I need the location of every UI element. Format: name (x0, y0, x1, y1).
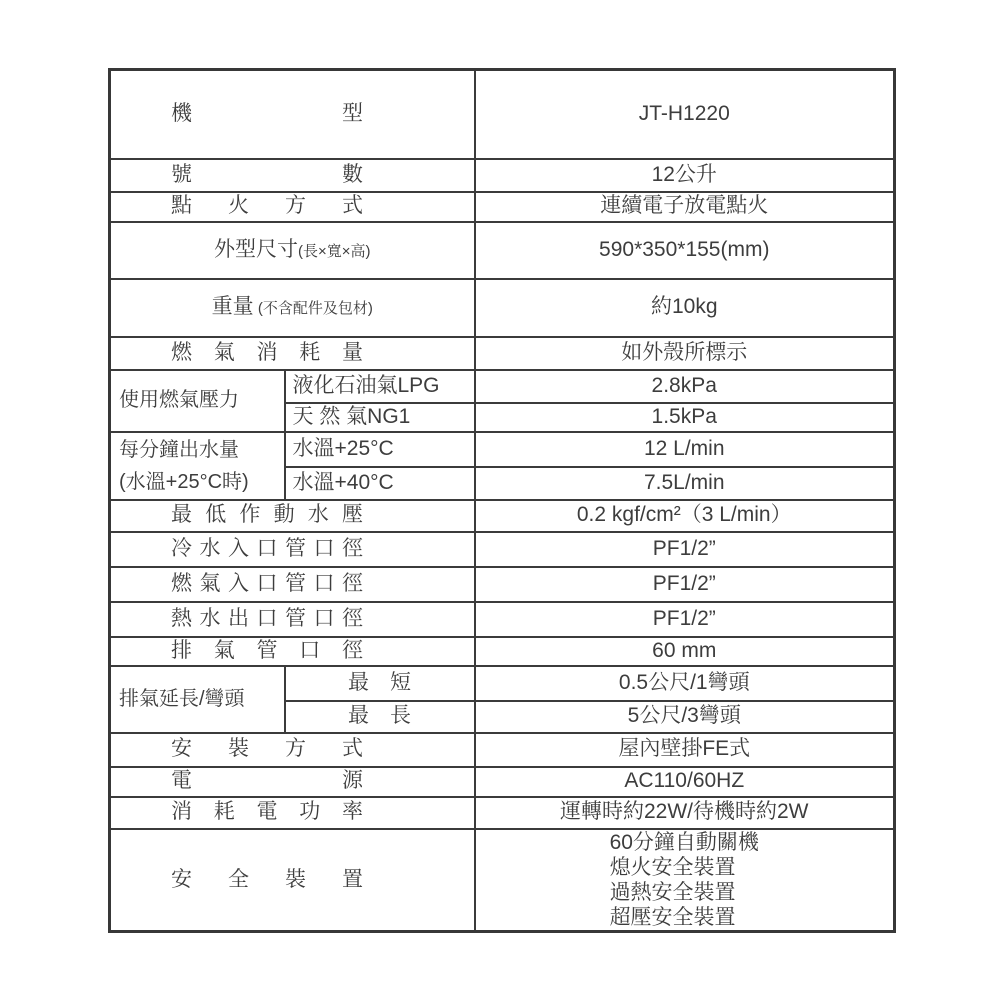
row-gas-consumption (110, 337, 895, 370)
weight-label-note: (不含配件及包材) (253, 300, 373, 318)
gas-consumption-value: 如外殼所標示 (475, 337, 895, 370)
ignition-value: 連續電子放電點火 (475, 192, 895, 222)
power-source-label-cell (110, 767, 475, 797)
power-source-label: 電 源 (171, 769, 363, 793)
installation-value: 屋內壁掛FE式 (475, 733, 895, 767)
safety-device-list (610, 830, 759, 930)
flow-rate-label-line2: (水溫+25°C時) (119, 470, 249, 493)
safety-device-item: 熄火安全裝置 (609, 855, 736, 879)
row-gas-pressure-lpg (110, 370, 895, 403)
row-flow-rate-25 (110, 432, 895, 467)
cold-water-inlet-label-cell (110, 532, 475, 567)
min-water-pressure-label-cell (110, 500, 475, 532)
min-water-pressure-label: 最 低 作 動 水 壓 (171, 503, 363, 527)
row-exhaust-extension-shortest (110, 666, 895, 701)
dimensions-label-cell (110, 222, 475, 279)
ignition-label-cell (110, 192, 475, 222)
model-label-cell (110, 70, 475, 159)
power-source-value: AC110/60HZ (475, 767, 895, 797)
gas-consumption-label: 燃 氣 消 耗 量 (171, 340, 363, 364)
gas-pressure-ng-label: 天 然 氣NG1 (285, 403, 475, 432)
exhaust-extension-label: 排氣延長/彎頭 (110, 666, 285, 733)
row-safety-devices (110, 829, 895, 932)
installation-label-cell (110, 733, 475, 767)
gas-pressure-lpg-label: 液化石油氣LPG (285, 370, 475, 403)
flow-rate-25-label: 水溫+25°C (285, 432, 475, 467)
dimensions-value: 590*350*155(mm) (475, 222, 895, 279)
hot-water-outlet-label-cell (110, 602, 475, 637)
weight-value: 約10kg (475, 279, 895, 337)
power-consumption-value: 運轉時約22W/待機時約2W (475, 797, 895, 829)
row-power-consumption (110, 797, 895, 829)
safety-device-item: 超壓安全裝置 (609, 905, 736, 929)
cold-water-inlet-label: 冷 水 入 口 管 口 徑 (171, 536, 363, 560)
gas-pressure-lpg-value: 2.8kPa (475, 370, 895, 403)
exhaust-diameter-value: 60 mm (475, 637, 895, 666)
gas-consumption-label-cell (110, 337, 475, 370)
flow-rate-40-value: 7.5L/min (475, 467, 895, 500)
exhaust-extension-shortest-label: 最 短 (285, 666, 475, 701)
ignition-label: 點 火 方 式 (171, 194, 363, 218)
weight-label: 重量 (211, 295, 254, 319)
installation-label: 安 裝 方 式 (171, 737, 363, 761)
safety-device-item: 過熱安全裝置 (609, 880, 736, 904)
hot-water-outlet-label: 熱 水 出 口 管 口 徑 (171, 606, 363, 630)
spec-table (108, 68, 896, 933)
row-weight (110, 279, 895, 337)
safety-devices-label: 安 全 裝 置 (171, 867, 363, 891)
flow-rate-label-line1: 每分鐘出水量 (119, 438, 239, 461)
dimensions-label-note: (長×寬×高) (297, 242, 371, 260)
capacity-label: 號 數 (171, 162, 363, 186)
row-capacity (110, 159, 895, 192)
gas-inlet-label-cell (110, 567, 475, 602)
capacity-label-cell (110, 159, 475, 192)
gas-pressure-label: 使用燃氣壓力 (110, 370, 285, 432)
exhaust-extension-longest-value: 5公尺/3彎頭 (475, 701, 895, 733)
gas-inlet-value: PF1/2” (475, 567, 895, 602)
flow-rate-25-value: 12 L/min (475, 432, 895, 467)
power-consumption-label: 消 耗 電 功 率 (171, 800, 363, 824)
flow-rate-40-label: 水溫+40°C (285, 467, 475, 500)
cold-water-inlet-value: PF1/2” (475, 532, 895, 567)
row-cold-water-inlet (110, 532, 895, 567)
row-power-source (110, 767, 895, 797)
row-min-water-pressure (110, 500, 895, 532)
safety-device-item: 60分鐘自動關機 (609, 830, 759, 854)
flow-rate-label (110, 432, 285, 500)
exhaust-extension-shortest-value: 0.5公尺/1彎頭 (475, 666, 895, 701)
gas-inlet-label: 燃 氣 入 口 管 口 徑 (171, 571, 363, 595)
row-installation (110, 733, 895, 767)
min-water-pressure-value: 0.2 kgf/cm²（3 L/min） (475, 500, 895, 532)
row-hot-water-outlet (110, 602, 895, 637)
exhaust-extension-longest-label: 最 長 (285, 701, 475, 733)
row-gas-inlet (110, 567, 895, 602)
model-label: 機 型 (171, 102, 363, 126)
model-value: JT-H1220 (475, 70, 895, 159)
row-ignition (110, 192, 895, 222)
safety-devices-value-cell (475, 829, 895, 932)
weight-label-cell (110, 279, 475, 337)
safety-devices-label-cell (110, 829, 475, 932)
exhaust-diameter-label: 排 氣 管 口 徑 (171, 638, 363, 662)
row-exhaust-diameter (110, 637, 895, 666)
capacity-value: 12公升 (475, 159, 895, 192)
power-consumption-label-cell (110, 797, 475, 829)
gas-pressure-ng-value: 1.5kPa (475, 403, 895, 432)
row-dimensions (110, 222, 895, 279)
row-model (110, 70, 895, 159)
hot-water-outlet-value: PF1/2” (475, 602, 895, 637)
exhaust-diameter-label-cell (110, 637, 475, 666)
dimensions-label: 外型尺寸 (213, 237, 298, 261)
